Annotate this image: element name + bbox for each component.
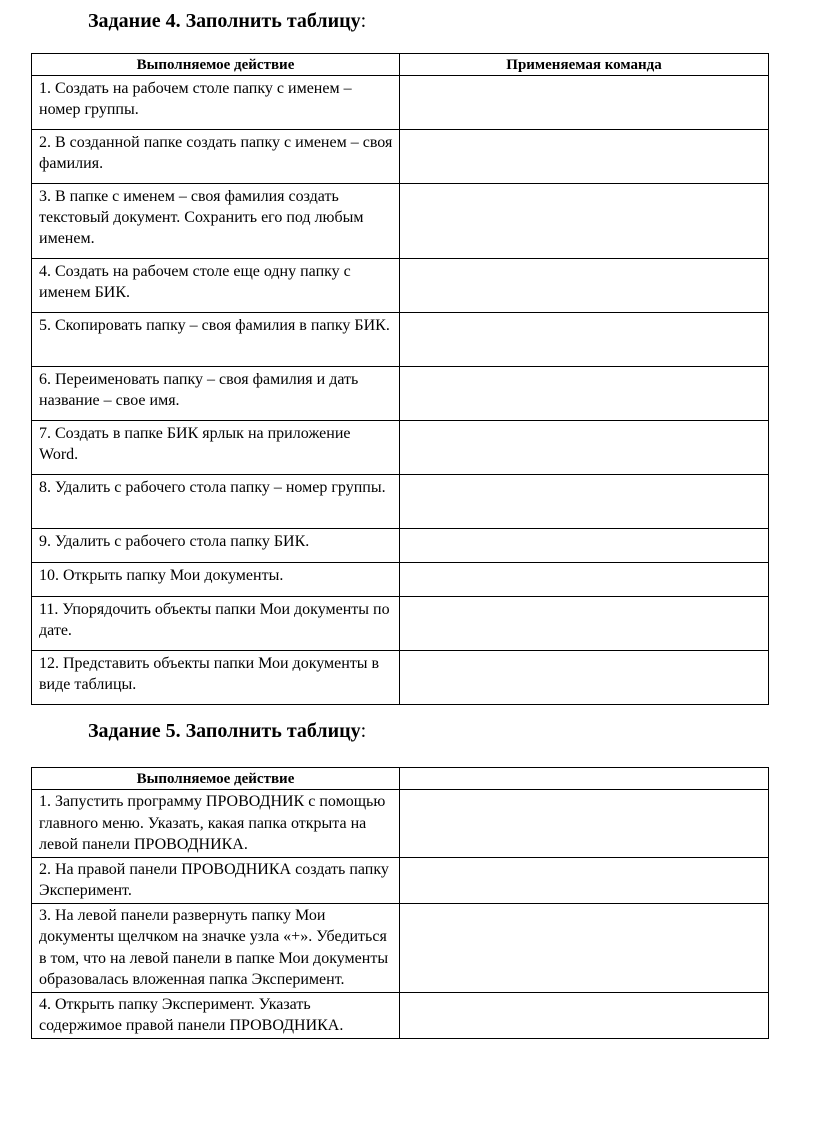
command-cell[interactable] <box>400 529 769 563</box>
action-cell: 10. Открыть папку Мои документы. <box>32 563 400 597</box>
task5-table <box>31 767 769 1039</box>
table-row <box>32 651 769 705</box>
table-header-row <box>32 768 769 790</box>
action-cell: 11. Упорядочить объекты папки Мои документы по дате. <box>32 597 400 651</box>
command-cell[interactable] <box>400 76 769 130</box>
table-row <box>32 367 769 421</box>
command-cell[interactable] <box>400 313 769 367</box>
action-cell: 3. На левой панели развернуть папку Мои документы щелчком на значке узла «+». Убедиться в том, что на левой панели в папке Мои документы образовалась вложенная папка Эксперимент. <box>32 903 400 992</box>
task5-title-colon: : <box>360 720 367 742</box>
action-cell: 9. Удалить с рабочего стола папку БИК. <box>32 529 400 563</box>
table-row <box>32 421 769 475</box>
table-row <box>32 563 769 597</box>
answer-cell[interactable] <box>400 992 769 1038</box>
command-cell[interactable] <box>400 130 769 184</box>
table-row <box>32 475 769 529</box>
action-cell: 3. В папке с именем – своя фамилия создать текстовый документ. Сохранить его под любым именем. <box>32 184 400 259</box>
action-cell: 7. Создать в папке БИК ярлык на приложение Word. <box>32 421 400 475</box>
table-header-row <box>32 54 769 76</box>
column-header-command: Применяемая команда <box>400 54 769 76</box>
table-row <box>32 313 769 367</box>
table-row <box>32 903 769 992</box>
action-cell: 1. Запустить программу ПРОВОДНИК с помощью главного меню. Указать, какая папка открыта на левой панели ПРОВОДНИКА. <box>32 790 400 858</box>
table-row <box>32 790 769 858</box>
column-header-action: Выполняемое действие <box>32 54 400 76</box>
table-row <box>32 184 769 259</box>
action-cell: 2. В созданной папке создать папку с именем – своя фамилия. <box>32 130 400 184</box>
command-cell[interactable] <box>400 563 769 597</box>
table-row <box>32 992 769 1038</box>
task4-title <box>88 9 366 33</box>
command-cell[interactable] <box>400 259 769 313</box>
command-cell[interactable] <box>400 475 769 529</box>
action-cell: 2. На правой панели ПРОВОДНИКА создать папку Эксперимент. <box>32 857 400 903</box>
column-header-empty <box>400 768 769 790</box>
column-header-action: Выполняемое действие <box>32 768 400 790</box>
task4-title-colon: : <box>360 10 367 32</box>
table-row <box>32 130 769 184</box>
action-cell: 4. Открыть папку Эксперимент. Указать содержимое правой панели ПРОВОДНИКА. <box>32 992 400 1038</box>
table-row <box>32 76 769 130</box>
table-row <box>32 857 769 903</box>
answer-cell[interactable] <box>400 790 769 858</box>
action-cell: 1. Создать на рабочем столе папку с именем – номер группы. <box>32 76 400 130</box>
action-cell: 8. Удалить с рабочего стола папку – номер группы. <box>32 475 400 529</box>
answer-cell[interactable] <box>400 857 769 903</box>
action-cell: 12. Представить объекты папки Мои документы в виде таблицы. <box>32 651 400 705</box>
answer-cell[interactable] <box>400 903 769 992</box>
command-cell[interactable] <box>400 651 769 705</box>
command-cell[interactable] <box>400 421 769 475</box>
command-cell[interactable] <box>400 367 769 421</box>
task4-table <box>31 53 769 705</box>
action-cell: 5. Скопировать папку – своя фамилия в папку БИК. <box>32 313 400 367</box>
table-row <box>32 529 769 563</box>
command-cell[interactable] <box>400 184 769 259</box>
action-cell: 4. Создать на рабочем столе еще одну папку с именем БИК. <box>32 259 400 313</box>
action-cell: 6. Переименовать папку – своя фамилия и дать название – свое имя. <box>32 367 400 421</box>
command-cell[interactable] <box>400 597 769 651</box>
task5-title <box>88 719 366 743</box>
task4-title-text: Задание 4. Заполнить таблицу <box>88 10 361 32</box>
table-row <box>32 259 769 313</box>
task5-title-text: Задание 5. Заполнить таблицу <box>88 720 361 742</box>
table-row <box>32 597 769 651</box>
